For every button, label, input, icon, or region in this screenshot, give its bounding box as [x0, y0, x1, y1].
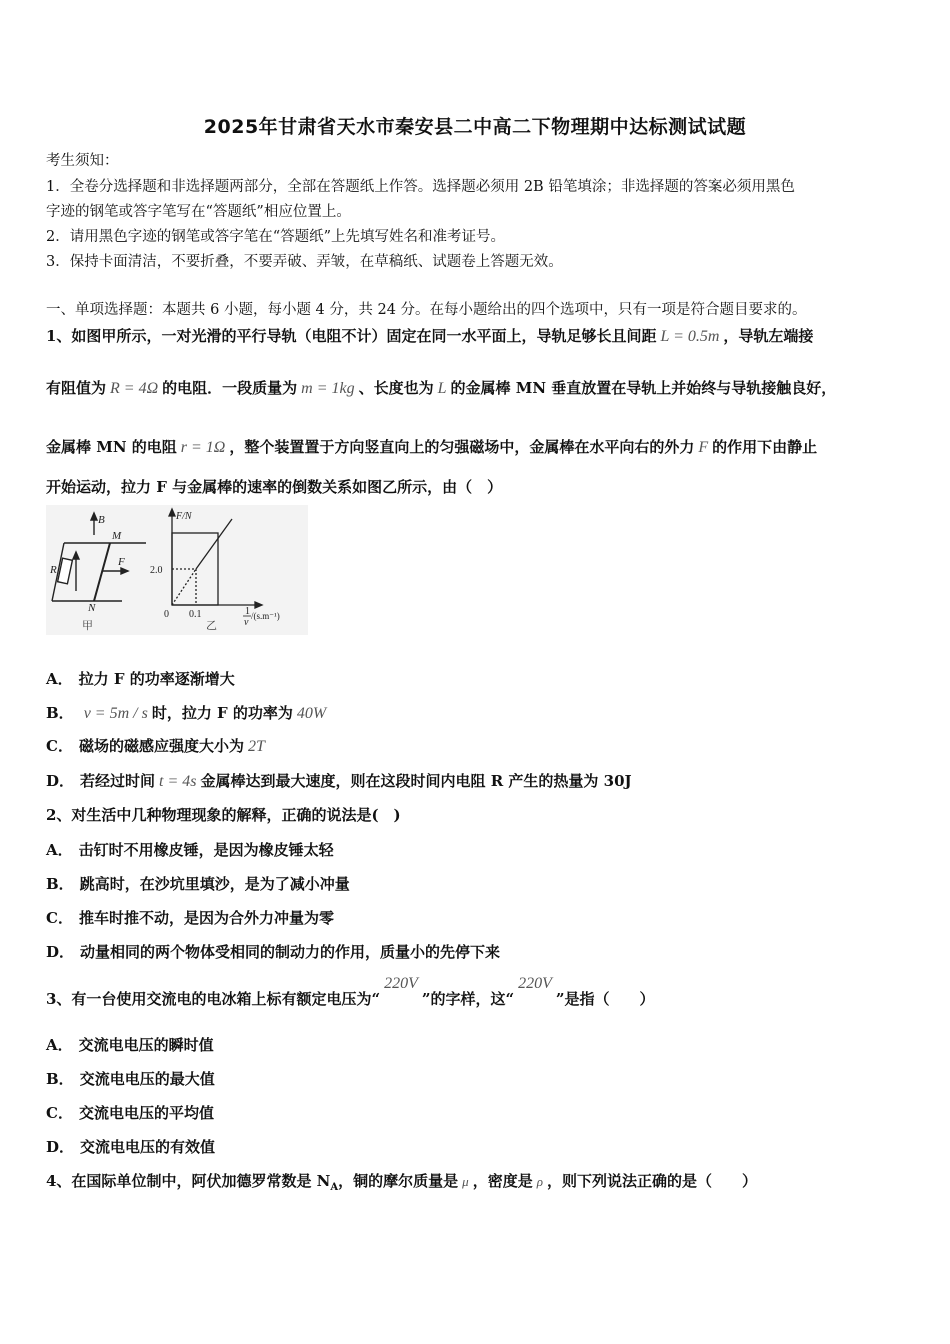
y-tick-label: 2.0 [150, 565, 163, 576]
option-text: 交流电电压的最大值 [79, 1070, 215, 1088]
option-math: v = 5m / s [83, 705, 148, 722]
option-letter: C． [46, 909, 73, 927]
notice-item: 2．请用黑色字迹的钢笔或答字笔在“答题纸”上先填写姓名和准考证号。 [46, 229, 506, 245]
q3-math: 220V [384, 975, 418, 992]
option-text: 交流电电压的平均值 [78, 1104, 214, 1122]
notice-item: 3．保持卡面清洁，不要折叠，不要弄破、弄皱，在草稿纸、试题卷上答题无效。 [46, 254, 563, 270]
notice-item: 字迹的钢笔或答字笔写在“答题纸”相应位置上。 [46, 204, 351, 220]
q1-text: ，整个装置置于方向竖直向上的匀强磁场中，金属棒在水平向右的外力 [229, 438, 695, 456]
q2-option-a [46, 839, 334, 861]
option-text: 交流电电压的瞬时值 [78, 1036, 214, 1054]
option-text: 金属棒达到最大速度，则在这段时间内电阻 R 产生的热量为 30J [200, 772, 632, 790]
option-letter: D． [46, 1138, 75, 1156]
q1-text: 1、如图甲所示，一对光滑的平行导轨（电阻不计）固定在同一水平面上，导轨足够长且间距 [46, 327, 657, 345]
option-text: 动量相同的两个物体受相同的制动力的作用，质量小的先停下来 [80, 943, 501, 961]
question-1-line-2 [46, 377, 836, 400]
option-text: 交流电电压的有效值 [80, 1138, 216, 1156]
q1-text: 的金属棒 MN 垂直放置在导轨上并始终与导轨接触良好， [450, 379, 837, 397]
q1-text: 的电阻．一段质量为 [162, 379, 298, 397]
x-axis-label-denominator: v [244, 617, 249, 628]
question-1-line-1 [46, 325, 813, 348]
q1-math-L: L = 0.5m [660, 328, 720, 345]
option-letter: B． [46, 875, 74, 893]
option-text: 击钉时不用橡皮锤，是因为橡皮锤太轻 [78, 841, 334, 859]
question-1-line-4: 开始运动，拉力 F 与金属棒的速率的倒数关系如图乙所示，由（ ） [46, 478, 503, 496]
q1-text: 、长度也为 [358, 379, 434, 397]
option-letter: D． [46, 772, 75, 790]
q1-math-R: R = 4Ω [110, 380, 159, 397]
option-letter: A． [46, 1036, 73, 1054]
notice-heading: 考生须知： [46, 153, 119, 169]
q1-math-m: m = 1kg [301, 380, 355, 397]
q4-text: 4、在国际单位制中，阿伏加德罗常数是 N [46, 1172, 331, 1190]
q1-text: 金属棒 MN 的电阻 [46, 438, 177, 456]
q4-math: μ [462, 1174, 469, 1189]
question-1-figure [46, 505, 308, 635]
q1-math-r: r = 1Ω [180, 439, 226, 456]
q1-math-F: F [698, 439, 709, 456]
question-3-stem [46, 975, 655, 1011]
q2-option-c [46, 907, 334, 929]
label-b: B [98, 514, 105, 526]
label-f: F [118, 556, 125, 568]
q4-math: ρ [536, 1174, 543, 1189]
q3-text: ”是指（ ） [555, 990, 655, 1008]
q4-subscript: A [330, 1182, 339, 1193]
label-m: M [112, 530, 122, 542]
caption-yi: 乙 [206, 619, 217, 632]
option-letter: C． [46, 737, 73, 755]
page-title: 2025年甘肃省天水市秦安县二中高二下物理期中达标测试试题 [203, 116, 747, 138]
q4-text: ，密度是 [472, 1172, 533, 1190]
label-n: N [88, 602, 96, 614]
option-text: 跳高时，在沙坑里填沙，是为了减小冲量 [79, 875, 350, 893]
option-letter: A． [46, 841, 73, 859]
option-math: 2T [247, 738, 265, 755]
option-letter: C． [46, 1104, 73, 1122]
option-math: 40W [296, 705, 327, 722]
q2-option-d [46, 941, 500, 963]
q1-option-a [46, 668, 235, 690]
label-r: R [50, 564, 57, 576]
option-letter: A． [46, 670, 73, 688]
option-text: 拉力 F 的功率逐渐增大 [78, 670, 235, 688]
q1-math-L2: L [437, 380, 447, 397]
figure-svg [46, 505, 308, 635]
option-letter: B． [46, 1070, 74, 1088]
option-text: 时，拉力 F 的功率为 [151, 704, 293, 722]
question-1-line-3 [46, 436, 817, 459]
option-text: 若经过时间 [80, 772, 156, 790]
q3-option-c [46, 1102, 214, 1124]
q3-text: ”的字样，这“ [421, 990, 515, 1008]
x-tick-label: 0.1 [189, 609, 202, 620]
caption-jia: 甲 [82, 619, 93, 632]
x-axis-label-unit: /(s.m⁻¹) [251, 611, 280, 621]
q1-text: ，导轨左端接 [723, 327, 814, 345]
option-letter: B． [46, 704, 74, 722]
q4-text: ，则下列说法正确的是（ ） [546, 1172, 757, 1190]
q3-option-d [46, 1136, 215, 1158]
q3-text: 3、有一台使用交流电的电冰箱上标有额定电压为“ [46, 990, 381, 1008]
origin-label: 0 [164, 609, 169, 620]
q3-math: 220V [518, 975, 552, 992]
option-text: 推车时推不动，是因为合外力冲量为零 [78, 909, 334, 927]
y-axis-label: F/N [176, 511, 192, 522]
q1-option-c [46, 735, 269, 758]
section-heading: 一、单项选择题：本题共 6 小题，每小题 4 分，共 24 分。在每小题给出的四个选项中，只有一项是符合题目要求的。 [46, 302, 807, 318]
q3-option-a [46, 1034, 214, 1056]
q2-option-b [46, 873, 350, 895]
q4-text: ，铜的摩尔质量是 [338, 1172, 459, 1190]
q3-option-b [46, 1068, 215, 1090]
option-math: t = 4s [159, 773, 197, 790]
q1-option-d [46, 770, 632, 793]
option-text: 磁场的磁感应强度大小为 [78, 737, 244, 755]
question-2-stem: 2、对生活中几种物理现象的解释，正确的说法是( ) [46, 806, 401, 824]
notice-item: 1．全卷分选择题和非选择题两部分，全部在答题纸上作答。选择题必须用 2B 铅笔填涂；非选择题的答案必须用黑色 [46, 179, 795, 195]
option-letter: D． [46, 943, 75, 961]
q1-text: 有阻值为 [46, 379, 107, 397]
q1-text: 的作用下由静止 [712, 438, 818, 456]
question-4-stem [46, 1170, 757, 1199]
x-axis-label-numerator: 1 [245, 606, 250, 617]
q1-option-b [46, 702, 330, 725]
